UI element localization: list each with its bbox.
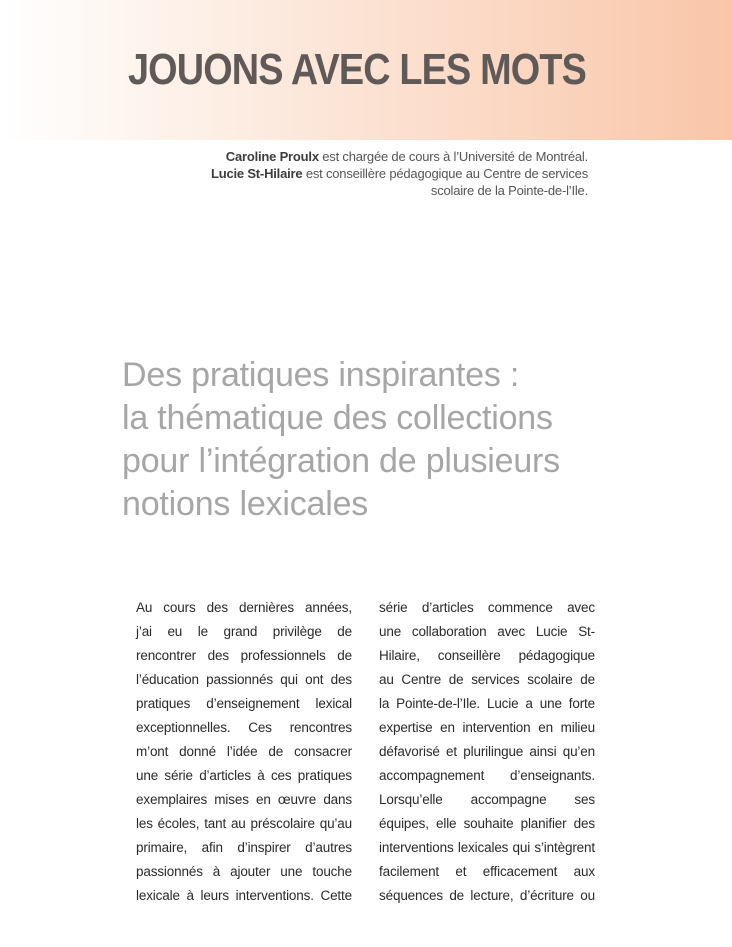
body-line: lexicale à leurs interventions. Cette (136, 888, 352, 903)
author-credit-2-continued (180, 182, 588, 199)
body-line: rencontrer des professionnels de (136, 648, 352, 663)
body-line: série d’articles commence avec (379, 600, 595, 615)
article-title-line: notions lexicales (122, 485, 369, 523)
body-line: Hilaire, conseillère pédagogique (379, 648, 595, 663)
author-credits (180, 148, 588, 199)
author-credit-1 (180, 148, 588, 165)
body-line: primaire, afin d’inspirer d’autres (136, 840, 352, 855)
body-line: les écoles, tant au préscolaire qu’au (136, 816, 352, 831)
body-line: défavorisé et plurilingue ainsi qu’en (379, 744, 595, 759)
body-line: Lorsqu’elle accompagne ses (379, 792, 595, 807)
article-title-line: Des pratiques inspirantes : (122, 356, 520, 394)
body-line: accompagnement d’enseignants. (379, 768, 595, 783)
body-column-left (136, 596, 352, 908)
body-line: une série d’articles à ces pratiques (136, 768, 352, 783)
author-name: Caroline Proulx (225, 149, 319, 164)
author-role: est conseillère pédagogique au Centre de services (305, 166, 588, 181)
body-column-right (379, 596, 595, 908)
body-line: exceptionnelles. Ces rencontres (136, 720, 352, 735)
author-name: Lucie St-Hilaire (210, 166, 303, 181)
body-line: exemplaires mises en œuvre dans (136, 792, 352, 807)
body-line: une collaboration avec Lucie St- (379, 624, 595, 639)
body-line: Au cours des dernières années, (136, 600, 352, 615)
author-credit-2 (180, 165, 588, 182)
author-role: scolaire de la Pointe-de-l’Ile. (430, 183, 588, 198)
body-line: passionnés à ajouter une touche (136, 864, 352, 879)
article-title-line: la thématique des collections (122, 399, 553, 437)
body-line: pratiques d’enseignement lexical (136, 696, 352, 711)
author-role: est chargée de cours à l’Université de Montréal. (322, 149, 588, 164)
body-line: séquences de lecture, d’écriture ou (379, 888, 595, 903)
body-line: la Pointe-de-l’Ile. Lucie a une forte (379, 696, 595, 711)
body-line: l’éducation passionnés qui ont des (136, 672, 352, 687)
body-line: équipes, elle souhaite planifier des (379, 816, 595, 831)
body-line: au Centre de services scolaire de (379, 672, 595, 687)
body-line: m’ont donné l’idée de consacrer (136, 744, 352, 759)
article-title (122, 354, 612, 526)
body-line: interventions lexicales qui s’intègrent (379, 840, 595, 855)
body-line: expertise en intervention en milieu (379, 720, 595, 735)
body-line: facilement et efficacement aux (379, 864, 595, 879)
article-title-line: pour l’intégration de plusieurs (122, 442, 560, 480)
section-title: JOUONS AVEC LES MOTS (128, 45, 586, 94)
body-line: j’ai eu le grand privilège de (136, 624, 352, 639)
